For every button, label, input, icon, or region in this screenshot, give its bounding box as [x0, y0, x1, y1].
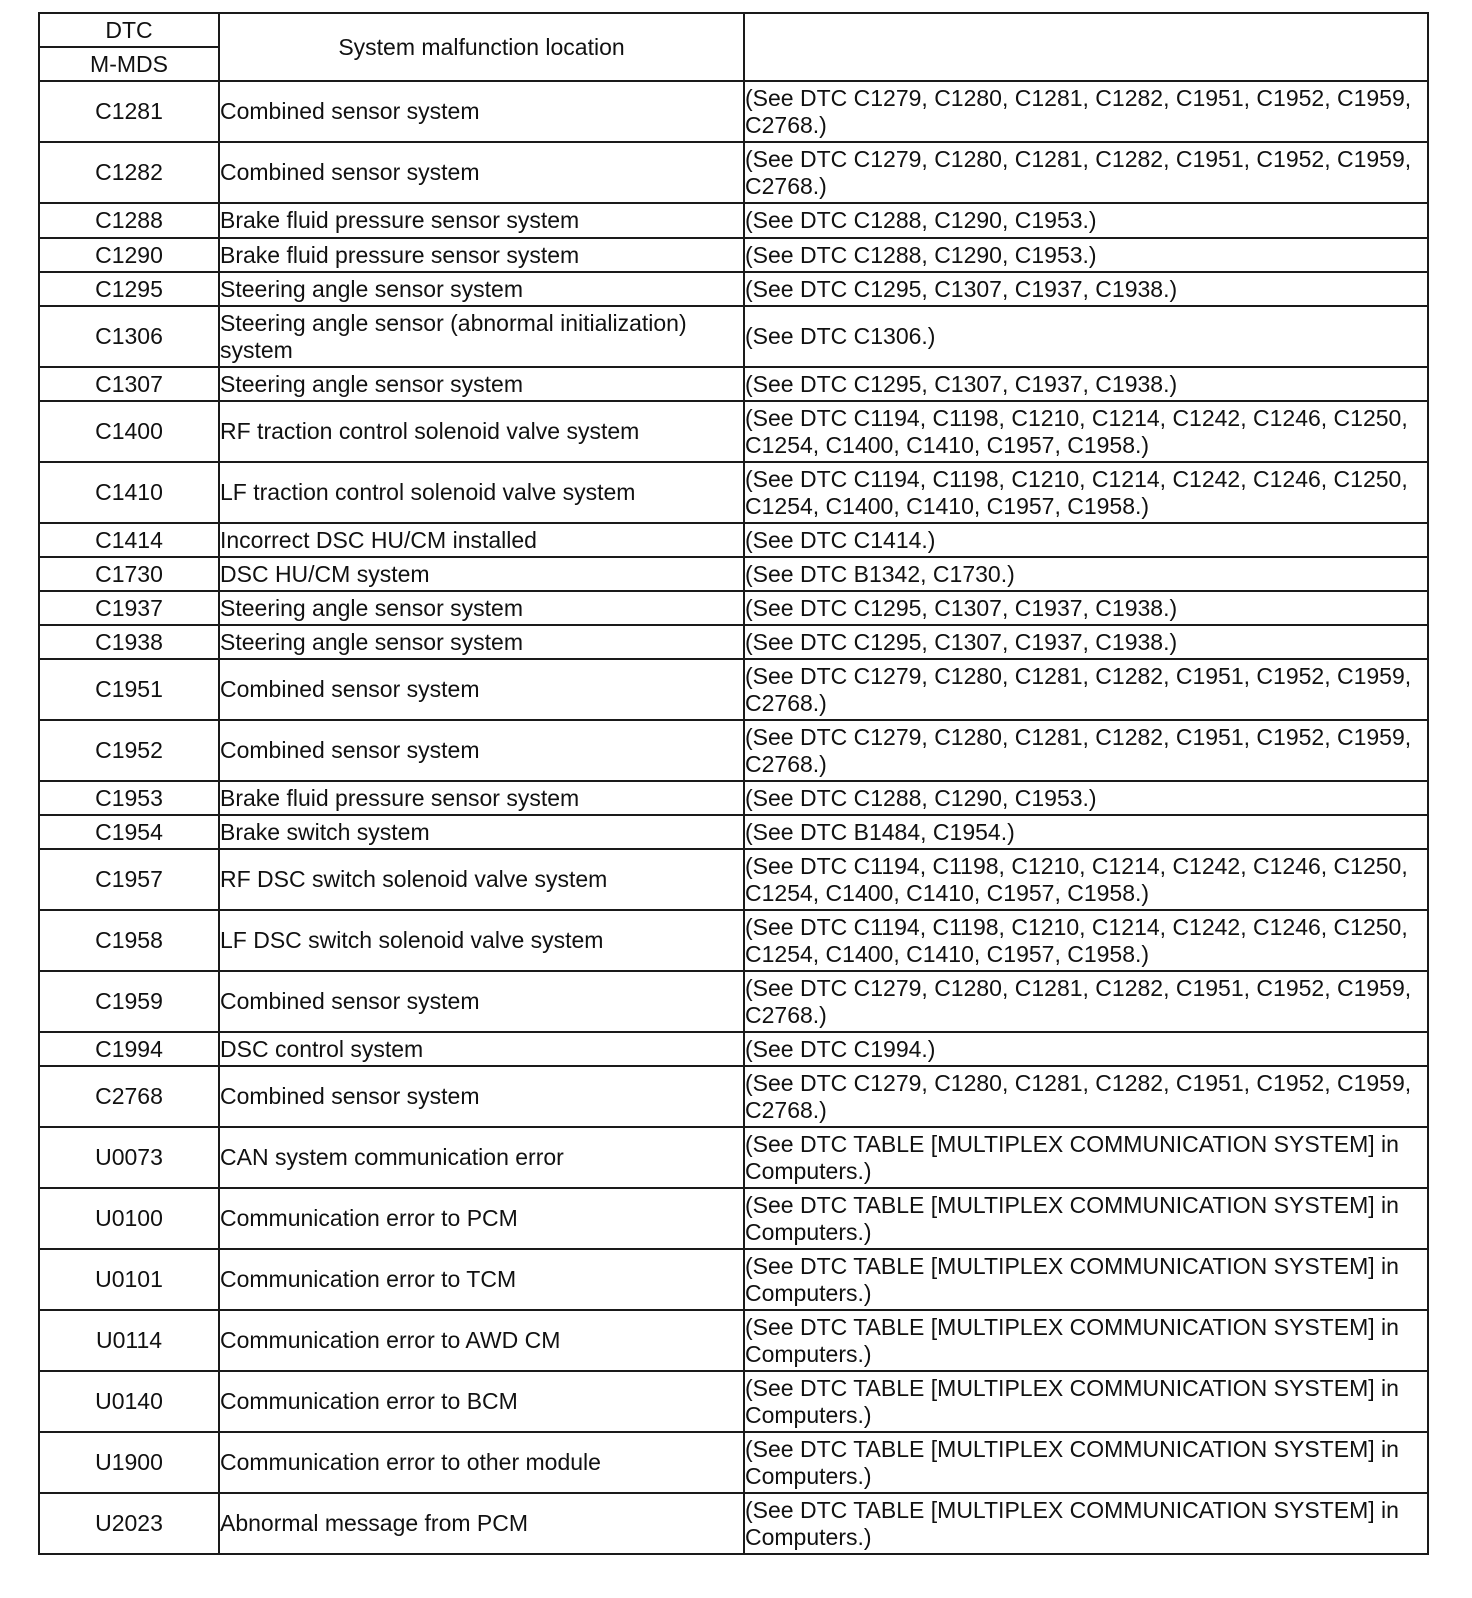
- dtc-code-cell: C1290: [39, 238, 219, 272]
- dtc-code-cell: U0101: [39, 1249, 219, 1310]
- dtc-code-cell: C2768: [39, 1066, 219, 1127]
- system-malfunction-cell: Incorrect DSC HU/CM installed: [219, 523, 744, 557]
- table-body: [39, 81, 1428, 1554]
- header-reference: [744, 13, 1428, 81]
- table-row: [39, 81, 1428, 142]
- reference-cell: (See DTC C1295, C1307, C1937, C1938.): [744, 625, 1428, 659]
- reference-cell: (See DTC C1279, C1280, C1281, C1282, C1951, C1952, C1959, C2768.): [744, 720, 1428, 781]
- table-row: [39, 720, 1428, 781]
- table-row: [39, 1432, 1428, 1493]
- system-malfunction-cell: Abnormal message from PCM: [219, 1493, 744, 1554]
- reference-cell: (See DTC C1295, C1307, C1937, C1938.): [744, 272, 1428, 306]
- dtc-code-cell: C1951: [39, 659, 219, 720]
- dtc-table: [38, 12, 1429, 1555]
- dtc-code-cell: C1957: [39, 849, 219, 910]
- dtc-code-cell: C1414: [39, 523, 219, 557]
- table-header: [39, 13, 1428, 81]
- reference-cell: (See DTC C1279, C1280, C1281, C1282, C1951, C1952, C1959, C2768.): [744, 971, 1428, 1032]
- table-row: [39, 849, 1428, 910]
- table-row: [39, 1371, 1428, 1432]
- table-row: [39, 1249, 1428, 1310]
- system-malfunction-cell: Brake fluid pressure sensor system: [219, 238, 744, 272]
- system-malfunction-cell: Steering angle sensor system: [219, 367, 744, 401]
- system-malfunction-cell: Steering angle sensor system: [219, 272, 744, 306]
- table-row: [39, 203, 1428, 238]
- reference-cell: (See DTC TABLE [MULTIPLEX COMMUNICATION SYSTEM] in Computers.): [744, 1310, 1428, 1371]
- table-row: [39, 971, 1428, 1032]
- reference-cell: (See DTC TABLE [MULTIPLEX COMMUNICATION SYSTEM] in Computers.): [744, 1249, 1428, 1310]
- dtc-code-cell: C1282: [39, 142, 219, 203]
- dtc-code-cell: C1295: [39, 272, 219, 306]
- table-row: [39, 591, 1428, 625]
- dtc-code-cell: C1938: [39, 625, 219, 659]
- reference-cell: (See DTC C1194, C1198, C1210, C1214, C1242, C1246, C1250, C1254, C1400, C1410, C1957, C1958.): [744, 910, 1428, 971]
- reference-cell: (See DTC TABLE [MULTIPLEX COMMUNICATION SYSTEM] in Computers.): [744, 1188, 1428, 1249]
- reference-cell: (See DTC C1279, C1280, C1281, C1282, C1951, C1952, C1959, C2768.): [744, 1066, 1428, 1127]
- reference-cell: (See DTC C1414.): [744, 523, 1428, 557]
- table-row: [39, 1188, 1428, 1249]
- table-row: [39, 238, 1428, 272]
- system-malfunction-cell: CAN system communication error: [219, 1127, 744, 1188]
- dtc-code-cell: C1400: [39, 401, 219, 462]
- table-row: [39, 1066, 1428, 1127]
- table-row: [39, 1493, 1428, 1554]
- table-row: [39, 306, 1428, 367]
- table-row: [39, 1127, 1428, 1188]
- dtc-code-cell: C1288: [39, 203, 219, 238]
- reference-cell: (See DTC TABLE [MULTIPLEX COMMUNICATION SYSTEM] in Computers.): [744, 1371, 1428, 1432]
- system-malfunction-cell: Communication error to TCM: [219, 1249, 744, 1310]
- dtc-code-cell: U1900: [39, 1432, 219, 1493]
- system-malfunction-cell: Combined sensor system: [219, 720, 744, 781]
- table-row: [39, 142, 1428, 203]
- reference-cell: (See DTC B1342, C1730.): [744, 557, 1428, 591]
- dtc-code-cell: U2023: [39, 1493, 219, 1554]
- system-malfunction-cell: RF DSC switch solenoid valve system: [219, 849, 744, 910]
- system-malfunction-cell: Steering angle sensor system: [219, 625, 744, 659]
- table-row: [39, 272, 1428, 306]
- system-malfunction-cell: RF traction control solenoid valve system: [219, 401, 744, 462]
- system-malfunction-cell: Communication error to other module: [219, 1432, 744, 1493]
- dtc-code-cell: C1306: [39, 306, 219, 367]
- reference-cell: (See DTC TABLE [MULTIPLEX COMMUNICATION SYSTEM] in Computers.): [744, 1432, 1428, 1493]
- dtc-code-cell: U0100: [39, 1188, 219, 1249]
- system-malfunction-cell: DSC control system: [219, 1032, 744, 1066]
- system-malfunction-cell: Steering angle sensor system: [219, 591, 744, 625]
- dtc-code-cell: C1953: [39, 781, 219, 815]
- reference-cell: (See DTC C1994.): [744, 1032, 1428, 1066]
- system-malfunction-cell: Combined sensor system: [219, 659, 744, 720]
- reference-cell: (See DTC C1306.): [744, 306, 1428, 367]
- reference-cell: (See DTC C1295, C1307, C1937, C1938.): [744, 591, 1428, 625]
- system-malfunction-cell: Brake fluid pressure sensor system: [219, 781, 744, 815]
- dtc-code-cell: U0114: [39, 1310, 219, 1371]
- dtc-code-cell: C1959: [39, 971, 219, 1032]
- system-malfunction-cell: Combined sensor system: [219, 81, 744, 142]
- dtc-code-cell: C1954: [39, 815, 219, 849]
- dtc-code-cell: C1952: [39, 720, 219, 781]
- reference-cell: (See DTC C1279, C1280, C1281, C1282, C1951, C1952, C1959, C2768.): [744, 142, 1428, 203]
- system-malfunction-cell: Brake switch system: [219, 815, 744, 849]
- header-dtc: DTC: [39, 13, 219, 47]
- table-row: [39, 462, 1428, 523]
- system-malfunction-cell: Communication error to BCM: [219, 1371, 744, 1432]
- table-row: [39, 523, 1428, 557]
- table-row: [39, 910, 1428, 971]
- system-malfunction-cell: Combined sensor system: [219, 1066, 744, 1127]
- reference-cell: (See DTC C1279, C1280, C1281, C1282, C1951, C1952, C1959, C2768.): [744, 659, 1428, 720]
- dtc-code-cell: U0140: [39, 1371, 219, 1432]
- system-malfunction-cell: Communication error to AWD CM: [219, 1310, 744, 1371]
- dtc-code-cell: C1730: [39, 557, 219, 591]
- dtc-code-cell: C1410: [39, 462, 219, 523]
- system-malfunction-cell: DSC HU/CM system: [219, 557, 744, 591]
- dtc-code-cell: C1937: [39, 591, 219, 625]
- reference-cell: (See DTC TABLE [MULTIPLEX COMMUNICATION SYSTEM] in Computers.): [744, 1493, 1428, 1554]
- header-row-1: [39, 13, 1428, 47]
- table-row: [39, 367, 1428, 401]
- dtc-code-cell: C1994: [39, 1032, 219, 1066]
- reference-cell: (See DTC C1288, C1290, C1953.): [744, 203, 1428, 238]
- dtc-code-cell: C1281: [39, 81, 219, 142]
- dtc-code-cell: C1958: [39, 910, 219, 971]
- system-malfunction-cell: Brake fluid pressure sensor system: [219, 203, 744, 238]
- reference-cell: (See DTC C1194, C1198, C1210, C1214, C1242, C1246, C1250, C1254, C1400, C1410, C1957, C1958.): [744, 462, 1428, 523]
- table-row: [39, 401, 1428, 462]
- table-row: [39, 815, 1428, 849]
- table-row: [39, 781, 1428, 815]
- system-malfunction-cell: LF DSC switch solenoid valve system: [219, 910, 744, 971]
- reference-cell: (See DTC C1279, C1280, C1281, C1282, C1951, C1952, C1959, C2768.): [744, 81, 1428, 142]
- reference-cell: (See DTC TABLE [MULTIPLEX COMMUNICATION SYSTEM] in Computers.): [744, 1127, 1428, 1188]
- system-malfunction-cell: LF traction control solenoid valve system: [219, 462, 744, 523]
- reference-cell: (See DTC C1194, C1198, C1210, C1214, C1242, C1246, C1250, C1254, C1400, C1410, C1957, C1958.): [744, 401, 1428, 462]
- table-row: [39, 1032, 1428, 1066]
- reference-cell: (See DTC C1288, C1290, C1953.): [744, 238, 1428, 272]
- header-m-mds: M-MDS: [39, 47, 219, 81]
- table-row: [39, 625, 1428, 659]
- system-malfunction-cell: Combined sensor system: [219, 971, 744, 1032]
- table-row: [39, 1310, 1428, 1371]
- dtc-code-cell: U0073: [39, 1127, 219, 1188]
- reference-cell: (See DTC C1194, C1198, C1210, C1214, C1242, C1246, C1250, C1254, C1400, C1410, C1957, C1958.): [744, 849, 1428, 910]
- table-row: [39, 659, 1428, 720]
- system-malfunction-cell: Steering angle sensor (abnormal initialization) system: [219, 306, 744, 367]
- reference-cell: (See DTC C1295, C1307, C1937, C1938.): [744, 367, 1428, 401]
- table-row: [39, 557, 1428, 591]
- header-system-malfunction-location: System malfunction location: [219, 13, 744, 81]
- system-malfunction-cell: Communication error to PCM: [219, 1188, 744, 1249]
- dtc-code-cell: C1307: [39, 367, 219, 401]
- system-malfunction-cell: Combined sensor system: [219, 142, 744, 203]
- reference-cell: (See DTC B1484, C1954.): [744, 815, 1428, 849]
- reference-cell: (See DTC C1288, C1290, C1953.): [744, 781, 1428, 815]
